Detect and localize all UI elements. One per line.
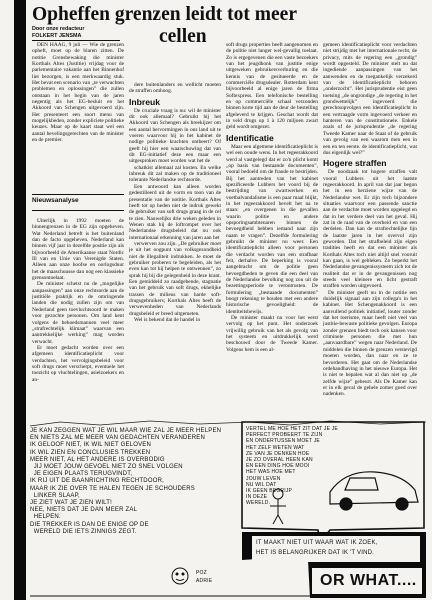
paragraph: DEN HAAG, 9 juli — Wie de grenzen opheft, moet op de blaren zitten. De notitie Grensbewaking die minister Korthals Altes (Justitie) vrijdag voor de parlementaire vakantie aan het Binnenhof liet bezorgen, is een merkwaardig stuk. Het bevat een scenario van „te verwachten problemen en oplossingen” die zullen ontstaan in het begin van de jaren negentig als het EG-besluit en het Akkoord van Schengen uitgevoerd zijn. Het presenteert een soort menu van mogelijkheden, zonder expliciete politieke keuzes. Maar op de kaart staat wel een aantal bevelingsgerechten van de minister en de premier. <box>32 42 124 144</box>
byline-rule <box>32 40 120 41</box>
paragraph: Maar een algemene identificatieplicht is wel een ooude wens. In het regeerakkoord werd al vastgelegd dat er zo'n plicht komt „op basis van bestaande documenten”, vooral bedoeld om de fraude te bestrijden. Bij het aantreden van het kabinet spezificeerde Lubbers het voord bij de bestrijding van zwartwerken en voetbalvandalisme is een paar maal blijkt, in het regeerakkoord hevelt het na te staan: „en overgenen in die gevallen waarin politie en andere opsporingsambtenaren binnen de bevoegdheid hebben iemand naar zijn naam te vragen”. Dezelfde formulering gebruikt de minister nu weer. Een identificatieplicht alleen voor personen die verdacht worden van een strafbaar feit, derhalve. De beperking is vooral aangebracht om de politie geen bevoegdheden te geven die een deel van de Nederlandse bevolking nog zou uit de bezettingsperiode te verontrusten. De formulering „bestaande documenten” boogt rekening te houden met een andere historische gevoeligheid: de identiteitsbewijs. <box>226 143 318 315</box>
section-rule-bottom <box>32 210 124 211</box>
column-2 <box>129 42 221 416</box>
column-4 <box>323 42 417 416</box>
headline-line-2: cellen <box>159 26 207 47</box>
subheading-inbreuk: Inbreuk <box>129 96 161 107</box>
headline-line-1: Opheffen grenzen leidt tot meer <box>32 4 297 25</box>
byline-label: Door onze redacteur <box>32 26 85 32</box>
section-rule-top <box>32 194 124 195</box>
paragraph: dere buitenlanders en wellicht moeten de straffen omhoog. <box>129 82 221 95</box>
subheading-identificatie: Identificatie <box>226 132 274 143</box>
paragraph: Er moet gedacht worden over een afgemeen identificatieplicht voor verdachten, het vervolgingsbeleid voor soft drugs moet verscherpt, eventuele het toezicht op vluchtelingen, asielzoekers en an- <box>32 344 124 383</box>
paragraph: De noodzaak tot hogere straffen valt vooral Lubbers uit het laatste regeerakkoord. In april van dat jaar begon het in een herziene wijze van de Nederlandse wet. Er zijn toch bijzondere situaties waarvoor een passende sanctie aan de verdachte moet worden opgelegd en dat in het verdere deel van het geval. Hij zat in de raad van de overheid en van een derdelen. Dan kan de strafrechtelijke lijn de laatste jaren in het overvol zijn geworden. Dat het strafbeleid zijn eigen tradities heeft en dat een minister als Korthals Altes toch niet altijd snel vooruit kan gaan, is wel gebleken. Zo beperkt het Nederlandse gevangenissysteem zich tot de realiteit dat er in de gevangenissen nog steeds veel kleinere en licht gestraft straffen worden uitgevoerd. <box>323 169 417 290</box>
column-1-top <box>32 42 124 188</box>
byline <box>32 26 124 39</box>
column-1-bottom <box>32 218 124 416</box>
paragraph: Wel is bekend dat de handel in <box>134 317 201 324</box>
column-3 <box>226 42 318 416</box>
paragraph: De cruciale vraag is nu: wil de minister dit ook allemaal? Gebruikt hij het Akkoord van Schengen als breekijzer om een aantal hervormingen in ons land uit te voeren waarvoor hij in het kabinet de nodige politieke krachten ontbeert? Of geeft hij hier een waarschuwing dat van dit EG-initiatief deze een maar een uitgesproken moet worden wat het de <box>129 107 221 165</box>
car-sketch-icon <box>330 472 418 510</box>
paragraph: De minister schetst nu de „mogelijke aanpassingen” aan onze rechtsorde aan de justitiële praktijk en de omringende landen die nodig zullen zijn om van Nederland geen toevluchtsoord te maken voor gezochte personen. Om land kent volgens de behoedsmannen veel meer „strafrechtelijk klimaat” waarvan een aantrekkelijke werking” mag worden verwacht. <box>32 281 124 345</box>
artist-signature: POZ <box>196 570 207 576</box>
handwritten-text-right: VERTEL ME HOE HET ZIT DAT JE JE PERFECT PROBEERT TE ZIJN EN ONDERTUSSEN MOET JE HET ZELF WETEN WAT ZE VAN JE DENKEN HOE JE ZO OVERAL HEEN KAN EN EEN DING HOE MOOI HET WAS HOE MET JOUW LEVEN NU WIL DAT IK GEEN BEGRIJP IN DEZE WERELD. <box>246 426 338 507</box>
handwritten-quote-line-1: IT MAAKT NIET UIT WAAR WAT IK ZOEK, <box>256 540 378 546</box>
byline-author: FOLKERT JENSMA <box>32 32 82 39</box>
paragraph: De minister geeft nu in de notitie een duidelijk signaal aan zijn collega's in het kabinet. Het Schengenakkoord is een aanvullend politiek initiatief, louter zonder dat het toerisme, maar heeft niet veel van justitie-bewuste politieke gevolgen. Europa zonder grenzen biedt toch ook kansen voor criminele personen die met hun „aanvaardbare” wegen naar Nederland. De middelen die binnen de grenzen verstevigd moeten worden, dan naar en ze te bevorderen. Het gaat om de Nederlandse ordehandhaving in het nieuwe Europa. Het is niet te bepalen wat al dan niet op „de zelfde wijze” gebeurt. Als De Kamer kan er in elk geval de gehele zomer goed over nadenken. <box>323 289 417 398</box>
section-label: Nieuwsanalyse <box>32 197 79 204</box>
face-sketch-icon <box>172 568 188 584</box>
paragraph: schatkist allemaal zal kosten. En welke inbreuk dit zal maken op de traditioneel tolerante Nederlandse rechtsorde. <box>129 164 221 184</box>
handwritten-cartoon <box>30 420 426 598</box>
or-what-tagline: OR WHAT.... <box>320 572 417 589</box>
paragraph: Uiterlijk in 1992 moeten de binnengrenzen in de EG zijn opgeheven. Wat Nederland betreft is het buitenland dan de facto opgeheven. Nederland kan binnen vijf jaar in dezelfde positie zijn als bijvoorbeeld de Amerikaanse staat Nordic Ill van en Unie van Verenigde Staten. Alleen aan onze hoofse en oorlogsduur het de maaschuusse dan nog een klassieke grensontoelaat. <box>32 218 124 282</box>
handwritten-quote-line-2: HET IS BELANGRIJKER DAT IK 'T VIND. <box>256 550 375 556</box>
left-black-edge <box>14 0 26 600</box>
subheading-hogere-straffen: Hogere straffen <box>323 158 387 169</box>
paragraph: verwerven zou zijn. „De gebruiker moet je uit het oogpunt van volksgezondheid niet de illegaliteit indrukken. Je moet de gebruiker proberen te begeleiden, als het even kan tot hij helpen te ontwennen”, zo sprak hij bij die gelegenheid in deze krant. Een gemiddeld zo raadgebende, stagnatie van het gebruik van soft drugs, ekhelijke trassen de milieus van harde soft-drugsgebruikers; Korthals Altes heeft de verwevenheden van Nederlands drugsbeleid er breed uitgemeten. <box>129 240 221 317</box>
paragraph: gemeen identificatieplicht voor verdachten niet strijdig met het internationale recht, de privacy, mits de regering een „grondig” wordt opgesteld. De minister stelt nu dat ingediende aanpassingen van het aanwenden en de toegankelijk verzekerd van de identificatieplicht behoren „onderzocht”. Het jurisprudentie eist geen toetsing „de ongrondige „de regering in het grondwettelijk” ingevoerd die gerechtsopvolgen een identificatieplicht in een vertraagde vorm ingevoerd verkeer en hanteren van de constitutionele. Enkele zoals of de jurisprudentie „de regering Tweede Kamer naar de Staat of de gebruik van gevolg van een waarom men een in een en ten eerste. de identificatieplicht, wat dus eigenlijk wel?” <box>323 42 417 156</box>
paragraph: Een antwoord kan alleen worden gedestilleerd uit de vorm en toon van de presentatie van de notitie. Korthals Altes heeft tot op heden niet de indruk gewekt de gebruiker van soft drugs graag in de cel te zien. Nauwelijks drie weken geleden in Wenen stak hij de loftrompet over het Nederlandse drugsbeleid dat nu ook internationaal erkenning van jaren aan het <box>129 183 221 241</box>
handwritten-text-left: JE KAN ZEGGEN WAT JE WIL MAAR WIE ZAL JE MEER HELPEN EN NIETS ZAL ME MEER VAN GEDACHTEN VERANDEREN IK GELOOF NIET, IK WIL NIET GELOVEN IK WIL ZIEN EN CONCLUSIES TREKKEN MEER NIET, AL HET ANDERE IS OVERBODIG JIJ MOET JOUW GEVOEL NIET ZO SNEL VOLGEN JE EIGEN PLAATS TERUGVINDT, IK RIJ UIT DE BAANRICHTING RECHTDOOR, MAAR IK ZIE OVER TE HALEN TEGEN JE SCHOUDERS LINKER SLAAP, JE ZIET WAT JE ZIEN WILT! NEE, NIETS DAT JE DAN MEER ZAL HELPEN. DIE TREKKER IS DAN DE ENIGE OP DE WERELD DIE IETS ZINNIGS ZEGT. <box>30 428 222 535</box>
paragraph: soft drugs properties heeft aangenomen en de politie niet langer wel-gevallig toelaat. Zo is ergegevenen die een vaste bezoekers van het jeugdhonk van justitie enige uitgeweken gebruikersverhuring en die kennis van de gesitueerde en de commerciële drugsdealer. Rotterdam kent bijvoorbeeld al enige jaren de firma Softexpress. Een telefonische bestelling en op commerciële schaal verzonden binnen korte tijd aan de deur de bestelling afgeleverd te krijgen. Geschat wordt dat in veld drugs op 1 à 120 miljoen zwart geld wordt omgezet. <box>226 42 318 131</box>
artist-signature-2: ADRIE <box>196 578 213 584</box>
paragraph: De minister maakt nu voor het eerst vervolg op het punt. Het onderzoek vrijwillig gebruik van het als gevolg van het systeem en uitdrukkelijk werd beschouwd door de Tweede Kamer. Volgens hem is een al- <box>226 315 318 353</box>
